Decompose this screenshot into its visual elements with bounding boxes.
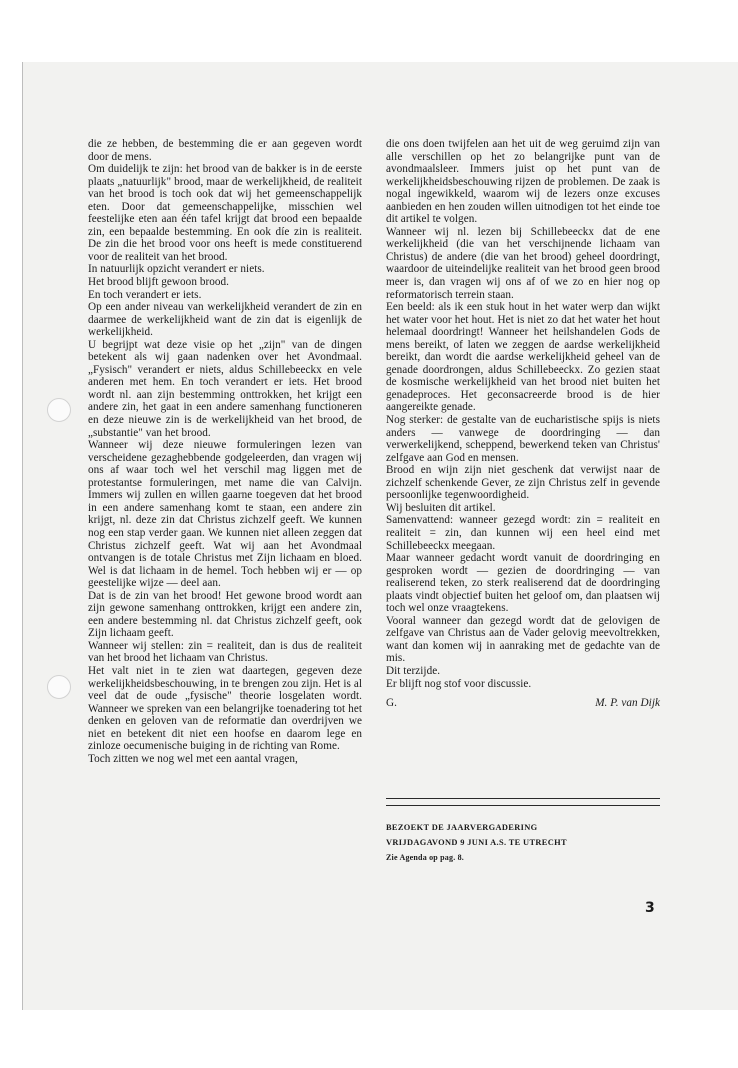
paragraph: Dit terzijde. <box>386 664 441 677</box>
left-column <box>88 138 362 765</box>
paragraph: Wanneer wij stellen: zin = realiteit, dan is dus de realiteit van het brood het lichaam van Christus. <box>88 639 362 665</box>
punch-hole <box>47 398 71 422</box>
paragraph: Wanneer wij nl. lezen bij Schillebeeckx dat de ene werkelijkheid (die van het verschijnende lichaam van Christus) de andere (die van het brood) geheel doordringt, waardoor de uiteindelijke realiteit van het brood geen brood meer is, dan vragen wij ons af of we zo en hier nog op reformatorisch terrein staan. <box>386 225 660 301</box>
divider <box>386 798 660 799</box>
paragraph: In natuurlijk opzicht verandert er niets. <box>88 263 265 276</box>
punch-hole <box>47 675 71 699</box>
paragraph: Maar wanneer gedacht wordt vanuit de doordringing en gesproken wordt — gezien de doordringing — van realiserend teken, zo sterk realiserend dat de doordringing plaats vindt objectief buiten het geloof om, dan plaatsen wij toch wel onze vraagtekens. <box>386 552 660 615</box>
paragraph: die ons doen twijfelen aan het uit de weg geruimd zijn van alle verschillen op het zo belangrijke punt van de avondmaalsleer. Immers juist op het punt van de werkelijkheidsbeschouwing rijzen de problemen. De zaak is nogal ingewikkeld, waarom wij de lezers onze excuses aanbieden en hen zouden willen uitnodigen tot het einde toe dit artikel te volgen. <box>386 138 660 226</box>
paragraph: Dat is de zin van het brood! Het gewone brood wordt aan zijn gewone samenhang onttrokken, krijgt een andere zin, een andere bestemming nl. dat Christus zichzelf geeft, ook Zijn lichaam geeft. <box>88 589 362 640</box>
signature-initial: G. <box>386 697 397 710</box>
paragraph: Samenvattend: wanneer gezegd wordt: zin = realiteit en realiteit = zin, dan kunnen wij een heel eind met Schillebeeckx meegaan. <box>386 514 660 552</box>
paragraph: Om duidelijk te zijn: het brood van de bakker is in de eerste plaats „natuurlijk" brood, maar de werkelijkheid, de realiteit van het brood is toch ook dat wij het gemeenschappelijk eten. Door dat gemeenschappelijke, misschien wel feestelijke eten aan één tafel krijgt dat brood een bepaalde zin, een bepaalde bestemming. En ook díe zin is realiteit. De zin die het brood voor ons heeft is mede constituerend voor de realiteit van het brood. <box>88 163 362 263</box>
right-column <box>386 138 660 710</box>
paragraph: U begrijpt wat deze visie op het „zijn" van de dingen betekent als wij gaan nadenken over het Avondmaal. „Fysisch" verandert er niets, aldus Schillebeeckx en vele anderen met hem. En toch verandert er iets. Het brood wordt nl. aan zijn bestemming onttrokken, het krijgt een andere zin, het gaat in een andere samenhang functioneren en deze nieuwe zin is de werkelijkheid van het brood, de „substantie" van het brood. <box>88 338 362 439</box>
paragraph: En toch verandert er iets. <box>88 288 202 301</box>
notice-line-1: BEZOEKT DE JAARVERGADERING <box>386 823 538 832</box>
signature <box>386 697 660 710</box>
paragraph: Nog sterker: de gestalte van de eucharistische spijs is niets anders — vanwege de doordringing — dan verwerkelijkend, scheppend, bewerkend teken van Christus' zelfgave aan God en mensen. <box>386 414 660 464</box>
paragraph: Vooral wanneer dan gezegd wordt dat de gelovigen de zelfgave van Christus aan de Vader gelovig meevoltrekken, want dan komen wij in aanraking met de gedachte van de mis. <box>386 614 660 665</box>
notice-line-2: VRIJDAGAVOND 9 JUNI A.S. TE UTRECHT <box>386 838 567 847</box>
page-edge <box>22 62 23 1010</box>
paragraph: Wij besluiten dit artikel. <box>386 501 496 514</box>
paragraph: Brood en wijn zijn niet geschenk dat verwijst naar de zichzelf schenkende Gever, ze zijn Christus zelf in gevende persoonlijke tegenwoordigheid. <box>386 464 660 502</box>
paragraph: Toch zitten we nog wel met een aantal vragen, <box>88 752 298 765</box>
paragraph: Op een ander niveau van werkelijkheid verandert de zin en daarmee de werkelijkheid want de zin dat is eigenlijk de werkelijkheid. <box>88 301 362 339</box>
paragraph: Wanneer wij deze nieuwe formuleringen lezen van verscheidene gezaghebbende godgeleerden, dan vragen wij ons af waar toch wel het verschil mag liggen met de protestantse formuleringen, met name die van Calvijn. Immers wij zullen en willen gaarne toegeven dat het brood in een andere samenhang komt te staan, een andere zin krijgt, nl. deze zin dat Christus zichzelf geeft. We kunnen nog een stap verder gaan. We kunnen niet alleen zeggen dat Christus zichzelf geeft. Wat wij aan het Avondmaal ontvangen is de totale Christus met Zijn lichaam en bloed. Wel is dat lichaam in de hemel. Toch hebben wij er — op geestelijke wijze — deel aan. <box>88 439 362 590</box>
paragraph: Er blijft nog stof voor discussie. <box>386 677 532 690</box>
meeting-notice <box>386 820 660 865</box>
paragraph: Het brood blijft gewoon brood. <box>88 276 230 289</box>
signature-author: M. P. van Dijk <box>595 697 660 710</box>
notice-line-3: Zie Agenda op pag. 8. <box>386 853 464 862</box>
page-number: 3 <box>645 900 655 916</box>
divider <box>386 805 660 806</box>
paragraph: die ze hebben, de bestemming die er aan gegeven wordt door de mens. <box>88 138 362 163</box>
paragraph: Een beeld: als ik een stuk hout in het water werp dan wijkt het water voor het hout. Het is niet zo dat het water het hout helemaal doordringt! Wanneer het heilshandelen Gods de mens bereikt, of laten we zeggen de aardse werkelijkheid bereikt, dan wordt die aardse werkelijkheid geheel van de genade doordrongen, aldus Schillebeeckx. Zo gezien staat de kosmische werkelijkheid van het brood niet buiten het genadeproces. Het geconsacreerde brood is de hier aangereikte genade. <box>386 301 660 414</box>
paragraph: Het valt niet in te zien wat daartegen, gegeven deze werkelijkheidsbeschouwing, in te brengen zou zijn. Het is al veel dat de oude „fysische" theorie losgelaten wordt. Wanneer we spreken van een belangrijke toenadering tot het denken en geloven van de reformatie dan overdrijven we niet en betekent dit niet een hoofse en daarom lege en zinloze oecumenische buiging in de richting van Rome. <box>88 664 362 753</box>
